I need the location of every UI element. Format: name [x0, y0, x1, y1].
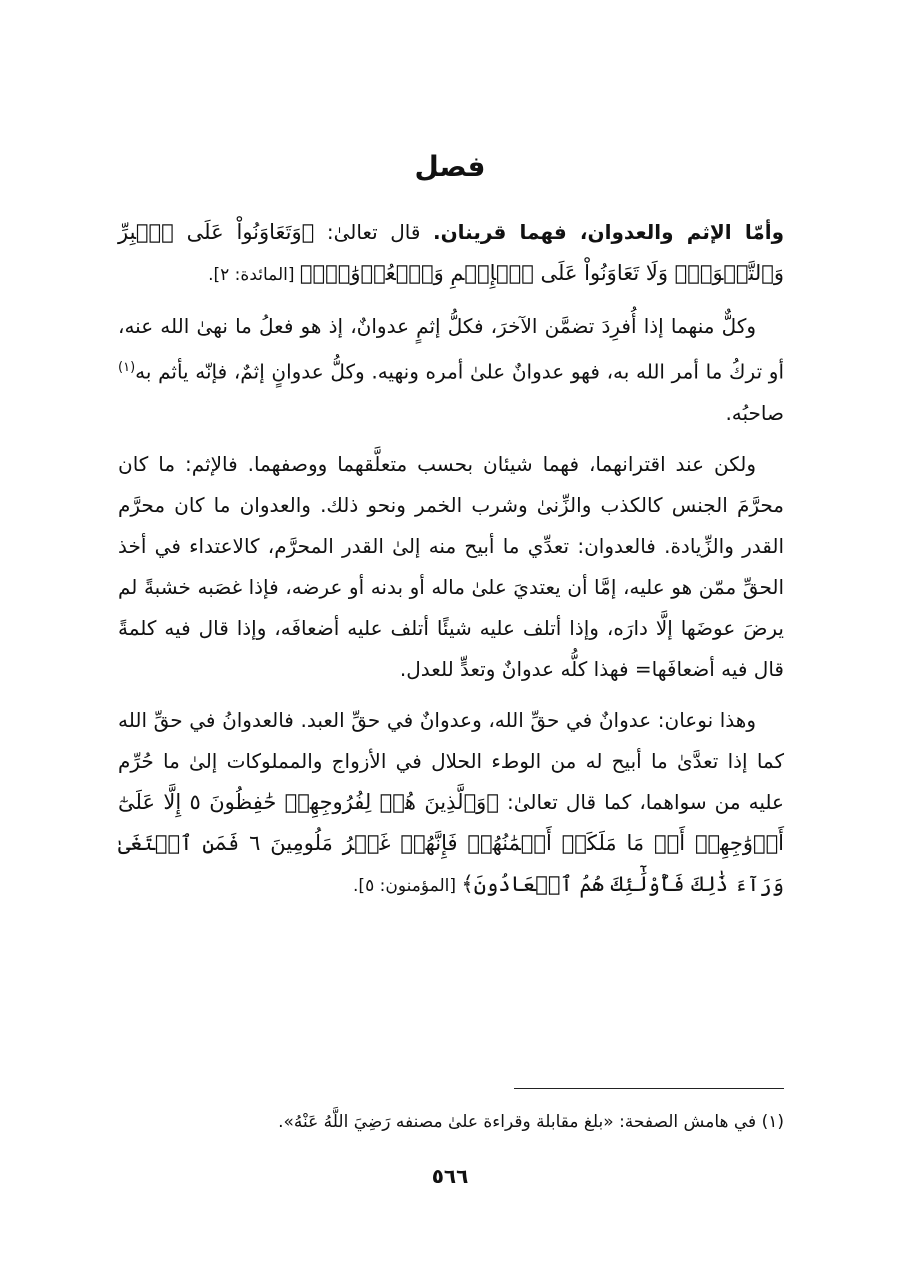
verse-reference: [المؤمنون: ٥]. [353, 875, 462, 896]
paragraph-4 [118, 700, 784, 907]
paragraph-text: قال تعالىٰ: [314, 220, 433, 244]
footnote: (١) في هامش الصفحة: «بلغ مقابلة وقراءة علىٰ مصنفه رَضِيَ اللَّهُ عَنْهُ». [278, 1112, 784, 1132]
page-number: ٥٦٦ [431, 1164, 469, 1188]
paragraph-1 [118, 212, 784, 296]
paragraph-3: ولكن عند اقترانهما، فهما شيئان بحسب متعلَّقهما ووصفهما. فالإثم: ما كان محرَّمَ الجنس كالكذب والزِّنىٰ وشرب الخمر ونحو ذلك. والعدوان ما كان محرَّم القدر والزِّيادة. فالعدوان: تعدِّي ما أبيح منه إلىٰ القدر المحرَّم، كالاعتداء في أخذ الحقِّ ممّن هو عليه، إمَّا أن يعتديَ علىٰ ماله أو بدنه أو عرضه، فإذا غصَبه خشبةً لم يرضَ عوضَها إلَّا دارَه، وإذا أتلف عليه شيئًا أتلف عليه أضعافَه، وإذا قال فيه كلمةً قال فيه أضعافَها= فهذا كلُّه عدوانٌ وتعدٍّ للعدل. [118, 451, 784, 681]
paragraph-lead: وأمّا الإثم والعدوان، فهما قرينان. [432, 220, 784, 244]
quran-verse: ﴿وَتَعَاوَنُواْ عَلَى ٱلۡبِرِّ وَٱلتَّقۡوَىٰۖ وَلَا تَعَاوَنُواْ عَلَى ٱلۡإِثۡمِ وَٱلۡعُدۡوَٰنِۚ﴾ [118, 220, 784, 285]
section-title: فصل [414, 150, 486, 183]
paragraph-text: وهذا نوعان: عدوانٌ في حقِّ الله، وعدوانٌ في حقِّ العبد. فالعدوانُ في حقِّ الله كما إذا تعدَّىٰ ما أبيح له من الوطء الحلال في الأزواج والمملوكات إلىٰ ما حُرِّم عليه من سواهما، كما قال تعالىٰ: [118, 707, 784, 814]
main-text [118, 212, 784, 917]
paragraph-text: صاحبُه. [725, 400, 784, 425]
paragraph-2 [118, 306, 784, 434]
paragraph-text: وكلٌّ منهما إذا أُفرِدَ تضمَّن الآخرَ، فكلُّ إثمٍ عدوانٌ، إذ هو فعلُ ما نهىٰ الله عنه، أو تركُ ما أمر الله به، فهو عدوانٌ علىٰ أمره ونهيه. وكلُّ عدوانٍ إثمٌ، فإنّه يأثم به [118, 314, 784, 384]
verse-reference: [المائدة: ٢]. [208, 265, 300, 285]
quran-verse: ﴿وَٱلَّذِينَ هُمۡ لِفُرُوجِهِمۡ حَٰفِظُونَ ٥ إِلَّا عَلَىٰٓ أَزۡوَٰجِهِمۡ أَوۡ مَا مَلَكَتۡ أَيۡمَٰنُهُمۡ فَإِنَّهُمۡ غَيۡرُ مَلُومِينَ ٦ فَمَنِ ٱبۡتَغَىٰ وَرَآءَ ذَٰلِكَ فَأُوْلَٰٓئِكَ هُمُ ٱلۡعَادُونَ﴾ [118, 789, 785, 896]
footnote-marker: (١) [118, 360, 136, 375]
footnote-divider [514, 1088, 784, 1089]
